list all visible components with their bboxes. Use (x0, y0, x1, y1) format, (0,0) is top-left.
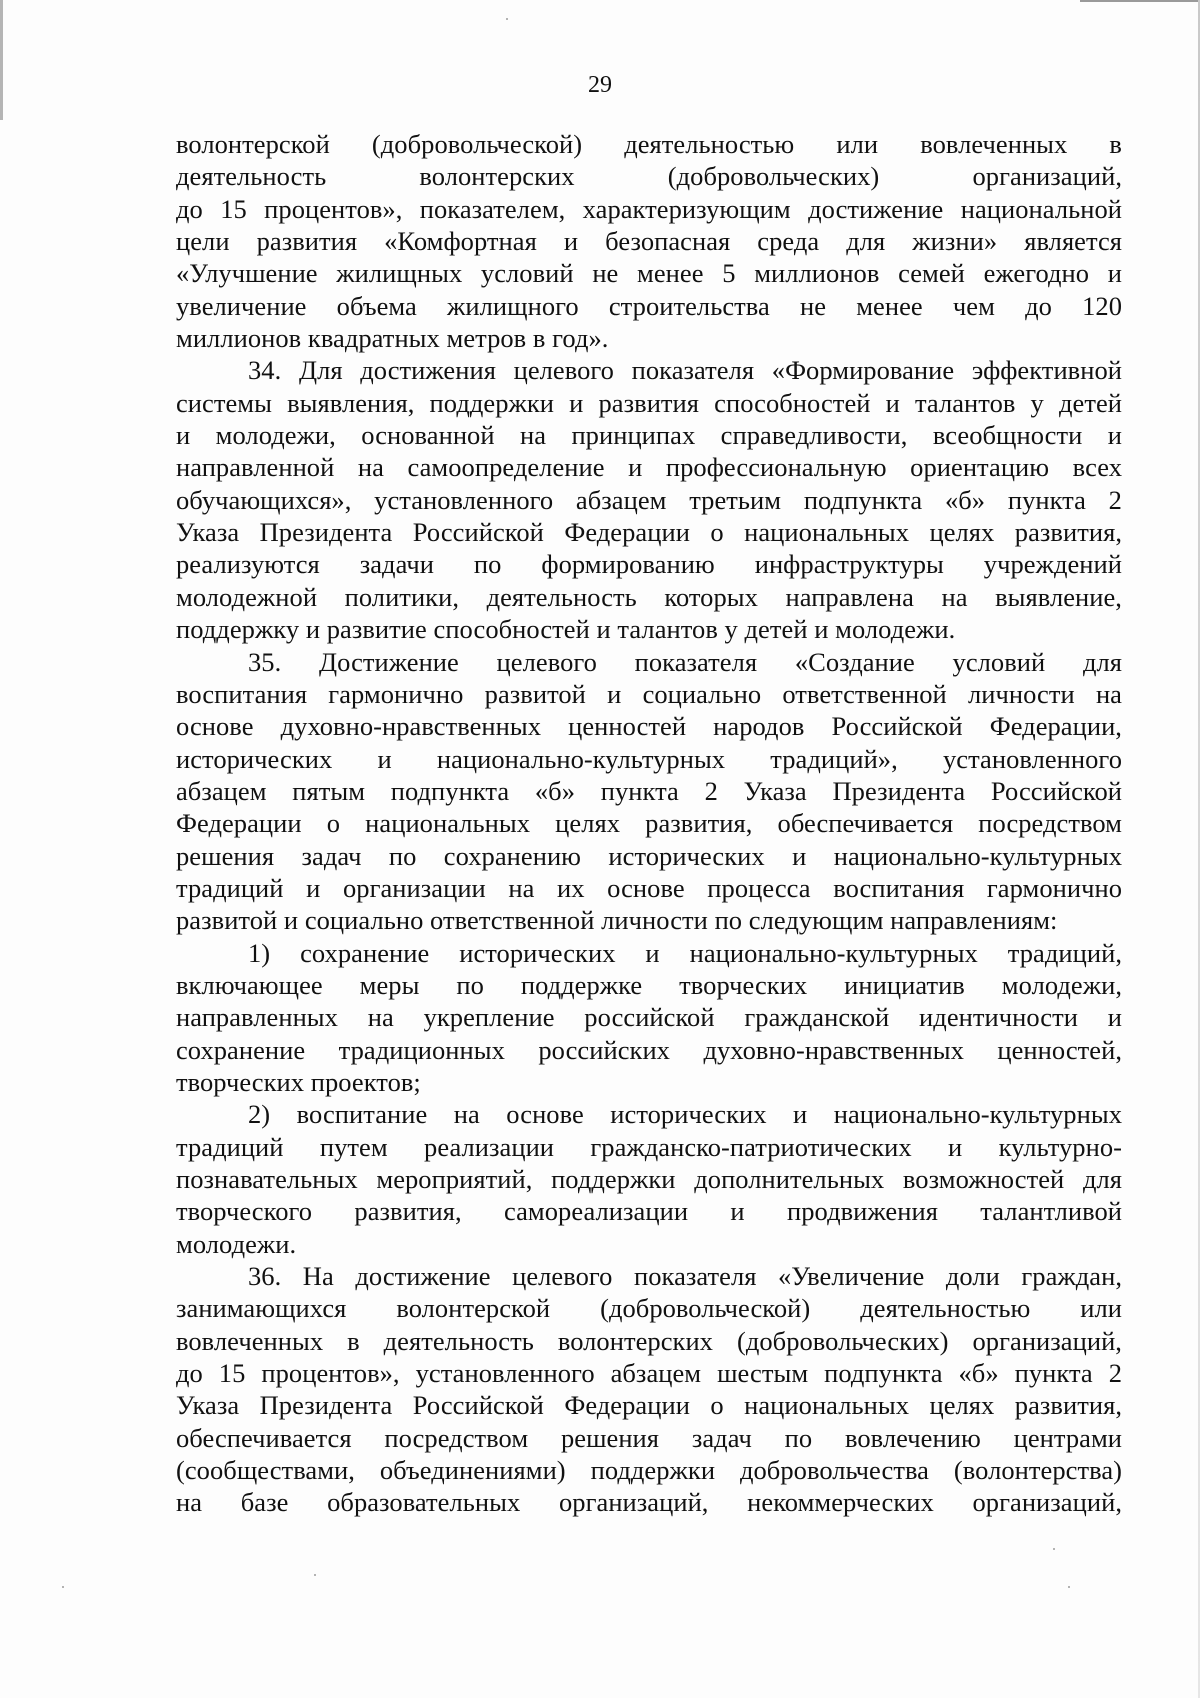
scan-speck (1053, 1548, 1055, 1550)
text-line: реализуются задачи по формированию инфраструктуры учреждений (176, 549, 1122, 580)
text-line: системы выявления, поддержки и развития способностей и талантов у детей (176, 387, 1122, 418)
paragraph-end-line: миллионов квадратных метров в год». (176, 323, 609, 354)
text-line: цели развития «Комфортная и безопасная среда для жизни» является (176, 226, 1122, 257)
text-line: «Улучшение жилищных условий не менее 5 миллионов семей ежегодно и (176, 258, 1122, 289)
text-line: обеспечивается посредством решения задач по вовлечению центрами (176, 1422, 1122, 1453)
text-line: на базе образовательных организаций, некоммерческих организаций, (176, 1487, 1122, 1518)
list-item-2-start: 2) воспитание на основе исторических и национально-культурных (248, 1099, 1122, 1130)
text-line: увеличение объема жилищного строительства не менее чем до 120 (176, 290, 1122, 321)
scan-edge-left (0, 0, 3, 120)
text-line: включающее меры по поддержке творческих инициатив молодежи, (176, 969, 1122, 1000)
text-line: (сообществами, объединениями) поддержки добровольчества (волонтерства) (176, 1455, 1122, 1486)
text-line: до 15 процентов», показателем, характеризующим достижение национальной (176, 193, 1122, 224)
text-line: абзацем пятым подпункта «б» пункта 2 Указа Президента Российской (176, 775, 1122, 806)
page-number: 29 (588, 72, 612, 98)
text-line: Указа Президента Российской Федерации о национальных целях развития, (176, 517, 1122, 548)
text-line: традиций и организации на их основе процесса воспитания гармонично (176, 872, 1122, 903)
scan-speck (62, 1586, 64, 1588)
list-item-1-start: 1) сохранение исторических и национально-культурных традиций, (248, 937, 1122, 968)
paragraph-end-line: молодежи. (176, 1228, 297, 1259)
text-line: воспитания гармонично развитой и социально ответственной личности на (176, 678, 1122, 709)
text-line: направленных на укрепление российской гражданской идентичности и (176, 1002, 1122, 1033)
scan-speck (1068, 1586, 1070, 1588)
text-line: решения задач по сохранению исторических и национально-культурных (176, 840, 1122, 871)
scan-edge-top (1080, 0, 1200, 2)
text-line: занимающихся волонтерской (добровольческой) деятельностью или (176, 1293, 1122, 1324)
text-line: волонтерской (добровольческой) деятельностью или вовлеченных в (176, 129, 1122, 159)
text-line: Федерации о национальных целях развития, обеспечивается посредством (176, 808, 1122, 839)
scan-speck (506, 18, 508, 20)
text-line: творческого развития, самореализации и продвижения талантливой (176, 1196, 1122, 1227)
text-line: деятельность волонтерских (добровольческих) организаций, (176, 161, 1122, 192)
text-line: традиций путем реализации гражданско-патриотических и культурно- (176, 1131, 1122, 1162)
scan-speck (314, 1574, 316, 1576)
text-line: Указа Президента Российской Федерации о национальных целях развития, (176, 1390, 1122, 1421)
text-line: молодежной политики, деятельность которых направлена на выявление, (176, 581, 1122, 612)
text-line: сохранение традиционных российских духовно-нравственных ценностей, (176, 1034, 1122, 1065)
paragraph-end-line: поддержку и развитие способностей и талантов у детей и молодежи. (176, 614, 956, 645)
text-line: познавательных мероприятий, поддержки дополнительных возможностей для (176, 1164, 1122, 1194)
paragraph-36-start: 36. На достижение целевого показателя «Увеличение доли граждан, (248, 1261, 1122, 1292)
paragraph-35-start: 35. Достижение целевого показателя «Создание условий для (248, 646, 1122, 677)
text-line: до 15 процентов», установленного абзацем шестым подпункта «б» пункта 2 (176, 1358, 1122, 1389)
paragraph-end-line: творческих проектов; (176, 1066, 421, 1097)
paragraph-34-start: 34. Для достижения целевого показателя «Формирование эффективной (248, 355, 1122, 386)
text-line: обучающихся», установленного абзацем третьим подпункта «б» пункта 2 (176, 484, 1122, 515)
text-line: вовлеченных в деятельность волонтерских (добровольческих) организаций, (176, 1325, 1122, 1356)
document-body (176, 128, 1122, 1519)
text-line: направленной на самоопределение и профессиональную ориентацию всех (176, 452, 1122, 483)
text-line: основе духовно-нравственных ценностей народов Российской Федерации, (176, 711, 1122, 742)
paragraph-end-line: развитой и социально ответственной личности по следующим направлениям: (176, 905, 1058, 936)
text-line: исторических и национально-культурных традиций», установленного (176, 743, 1122, 774)
text-line: и молодежи, основанной на принципах справедливости, всеобщности и (176, 420, 1122, 451)
